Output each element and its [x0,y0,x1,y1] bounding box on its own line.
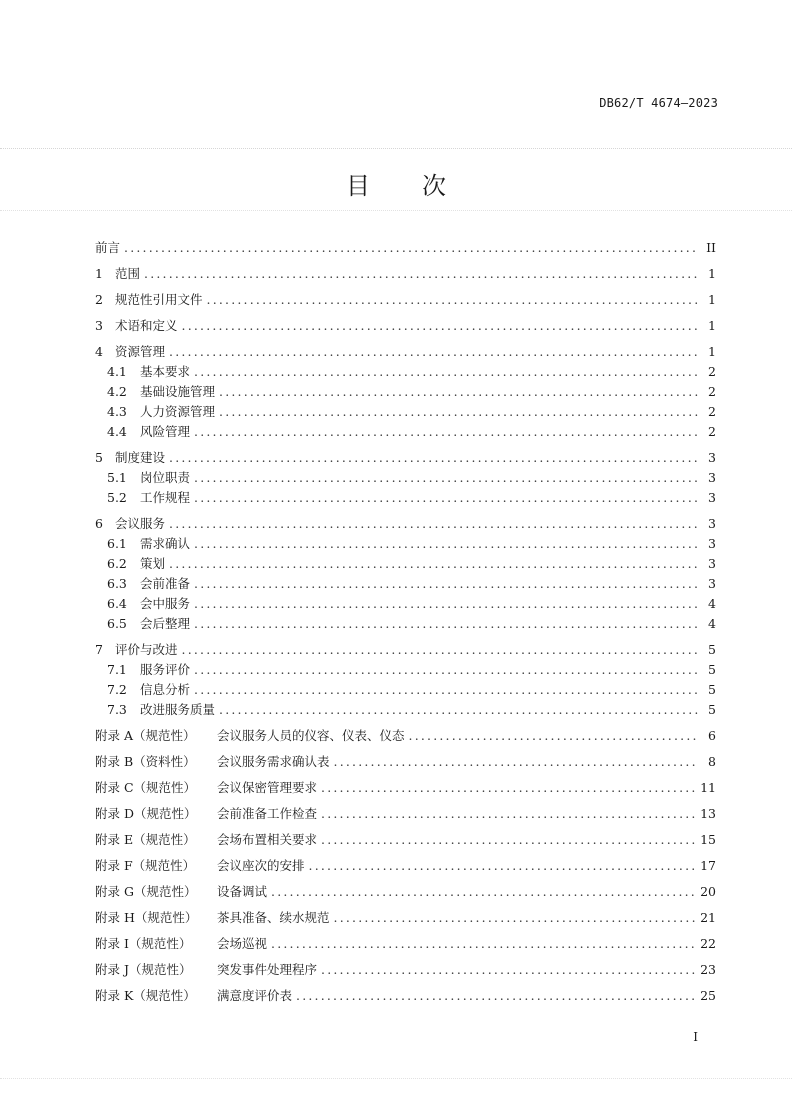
appendix-kind: 附录 K（规范性） [95,988,196,1003]
appendix-title: 会场布置相关要求 [217,832,318,847]
dot-leader [194,574,698,594]
toc-entry[interactable] [95,362,716,382]
appendix-page: 25 [700,988,716,1003]
table-of-contents [95,238,716,1006]
appendix-kind: 附录 C（规范性） [95,780,197,795]
toc-entry-label: 制度建设 [115,450,166,465]
appendix-title: 会前准备工作检查 [217,806,318,821]
toc-entry-label: 会前准备 [140,576,191,591]
toc-appendix-entry[interactable] [95,804,716,824]
toc-entry-label: 信息分析 [140,682,191,697]
appendix-title: 会议保密管理要求 [217,780,318,795]
toc-entry-number: 6.3 [107,576,127,591]
dot-leader [219,382,698,402]
toc-entry[interactable] [95,514,716,534]
toc-entry-label: 策划 [140,556,166,571]
appendix-page: 17 [700,858,716,873]
toc-entry[interactable] [95,422,716,442]
dot-leader [219,402,698,422]
dot-leader [334,752,698,772]
toc-entry-label: 前言 [95,240,121,255]
toc-entry[interactable] [95,316,716,336]
toc-entry[interactable] [95,468,716,488]
toc-entry-page: 2 [708,364,716,379]
toc-entry-label: 基本要求 [140,364,191,379]
title-divider [0,210,792,211]
appendix-title: 会议座次的安排 [217,858,305,873]
dot-leader [321,960,696,980]
appendix-page: 13 [700,806,716,821]
toc-entry[interactable] [95,700,716,720]
toc-appendix-entry[interactable] [95,752,716,772]
toc-entry-page: 1 [708,318,716,333]
toc-entry-number: 6.5 [107,616,127,631]
toc-entry[interactable] [95,574,716,594]
toc-entry-page: 1 [708,292,716,307]
toc-entry-number: 6.4 [107,596,127,611]
toc-entry-page: 2 [708,404,716,419]
appendix-page: 21 [700,910,716,925]
toc-entry-page: II [706,240,716,255]
toc-entry-number: 4.3 [107,404,127,419]
appendix-page: 6 [708,728,716,743]
toc-entry-label: 规范性引用文件 [115,292,203,307]
dot-leader [194,614,698,634]
toc-entry-number: 3 [95,318,103,333]
toc-entry-label: 需求确认 [140,536,191,551]
dot-leader [194,680,698,700]
toc-appendix-entry[interactable] [95,986,716,1006]
toc-entry-page: 3 [708,556,716,571]
appendix-title: 茶具准备、续水规范 [217,910,330,925]
dot-leader [194,594,698,614]
footer-divider [0,1078,792,1079]
appendix-kind: 附录 J（规范性） [95,962,192,977]
header-divider [0,148,792,149]
toc-entry[interactable] [95,382,716,402]
dot-leader [321,804,696,824]
toc-entry-page: 2 [708,424,716,439]
dot-leader [194,468,698,488]
appendix-page: 8 [708,754,716,769]
toc-entry-label: 评价与改进 [115,642,178,657]
toc-appendix-entry[interactable] [95,960,716,980]
appendix-kind: 附录 G（规范性） [95,884,197,899]
toc-entry-label: 岗位职责 [140,470,191,485]
toc-entry-label: 风险管理 [140,424,191,439]
toc-entry-page: 3 [708,450,716,465]
dot-leader [124,238,698,258]
toc-entry[interactable] [95,594,716,614]
appendix-page: 15 [700,832,716,847]
dot-leader [169,342,698,362]
toc-entry-number: 6 [95,516,103,531]
toc-entry-label: 范围 [115,266,141,281]
appendix-title: 会议服务人员的仪容、仪表、仪态 [217,728,405,743]
dot-leader [144,264,698,284]
dot-leader [169,554,698,574]
toc-appendix-entry[interactable] [95,830,716,850]
toc-appendix-entry[interactable] [95,908,716,928]
appendix-title: 突发事件处理程序 [217,962,318,977]
toc-entry-number: 1 [95,266,103,281]
appendix-title: 会场巡视 [217,936,268,951]
appendix-kind: 附录 F（规范性） [95,858,196,873]
toc-entry-page: 1 [708,266,716,281]
toc-entry-label: 工作规程 [140,490,191,505]
dot-leader [169,448,698,468]
toc-entry-number: 5.1 [107,470,127,485]
dot-leader [194,534,698,554]
toc-entry[interactable] [95,238,716,258]
toc-entry-page: 4 [708,616,716,631]
toc-entry[interactable] [95,448,716,468]
toc-entry-number: 7 [95,642,103,657]
dot-leader [182,640,698,660]
toc-entry-label: 会中服务 [140,596,191,611]
toc-entry-page: 3 [708,470,716,485]
toc-appendix-entry[interactable] [95,856,716,876]
dot-leader [219,700,698,720]
toc-entry-page: 5 [708,682,716,697]
toc-entry[interactable] [95,554,716,574]
toc-entry-number: 7.3 [107,702,127,717]
appendix-title: 设备调试 [217,884,268,899]
dot-leader [321,778,696,798]
toc-entry-label: 人力资源管理 [140,404,216,419]
toc-entry[interactable] [95,488,716,508]
dot-leader [169,514,698,534]
appendix-title: 会议服务需求确认表 [217,754,330,769]
appendix-page: 23 [700,962,716,977]
toc-entry-page: 3 [708,490,716,505]
dot-leader [334,908,697,928]
toc-entry-number: 2 [95,292,103,307]
dot-leader [194,488,698,508]
toc-entry[interactable] [95,660,716,680]
toc-entry-number: 5.2 [107,490,127,505]
dot-leader [194,660,698,680]
appendix-kind: 附录 B（资料性） [95,754,196,769]
appendix-kind: 附录 D（规范性） [95,806,197,821]
toc-entry-page: 5 [708,662,716,677]
toc-entry-number: 4 [95,344,103,359]
toc-entry-page: 2 [708,384,716,399]
toc-entry-label: 会后整理 [140,616,191,631]
appendix-kind: 附录 I（规范性） [95,936,192,951]
dot-leader [271,882,696,902]
standard-code: DB62/T 4674—2023 [599,96,718,110]
toc-entry-page: 5 [708,642,716,657]
toc-entry[interactable] [95,402,716,422]
toc-entry-number: 4.1 [107,364,127,379]
toc-appendix-entry[interactable] [95,726,716,746]
dot-leader [321,830,696,850]
toc-entry-number: 4.4 [107,424,127,439]
appendix-page: 11 [700,780,716,795]
toc-entry-page: 3 [708,576,716,591]
dot-leader [207,290,698,310]
toc-entry-number: 6.1 [107,536,127,551]
toc-appendix-entry[interactable] [95,934,716,954]
dot-leader [194,422,698,442]
toc-entry[interactable] [95,342,716,362]
dot-leader [409,726,698,746]
toc-entry[interactable] [95,614,716,634]
toc-entry-label: 资源管理 [115,344,166,359]
toc-appendix-entry[interactable] [95,882,716,902]
appendix-page: 20 [700,884,716,899]
dot-leader [309,856,697,876]
toc-entry-label: 服务评价 [140,662,191,677]
toc-entry-number: 4.2 [107,384,127,399]
page-number: I [693,1030,698,1044]
dot-leader [271,934,696,954]
appendix-page: 22 [700,936,716,951]
toc-entry-label: 会议服务 [115,516,166,531]
toc-entry-number: 6.2 [107,556,127,571]
appendix-title: 满意度评价表 [217,988,293,1003]
toc-entry-page: 5 [708,702,716,717]
toc-entry[interactable] [95,290,716,310]
toc-entry-number: 7.2 [107,682,127,697]
dot-leader [296,986,696,1006]
toc-entry-page: 3 [708,516,716,531]
page-title: 目次 [346,172,498,200]
appendix-kind: 附录 A（规范性） [95,728,196,743]
toc-entry-page: 1 [708,344,716,359]
toc-entry-number: 5 [95,450,103,465]
appendix-kind: 附录 H（规范性） [95,910,198,925]
toc-entry[interactable] [95,640,716,660]
toc-entry-page: 3 [708,536,716,551]
dot-leader [194,362,698,382]
toc-entry[interactable] [95,534,716,554]
dot-leader [182,316,698,336]
toc-entry[interactable] [95,680,716,700]
toc-entry[interactable] [95,264,716,284]
toc-entry-page: 4 [708,596,716,611]
toc-entry-label: 基础设施管理 [140,384,216,399]
toc-entry-label: 术语和定义 [115,318,178,333]
appendix-kind: 附录 E（规范性） [95,832,196,847]
toc-entry-label: 改进服务质量 [140,702,216,717]
toc-entry-number: 7.1 [107,662,127,677]
toc-appendix-entry[interactable] [95,778,716,798]
